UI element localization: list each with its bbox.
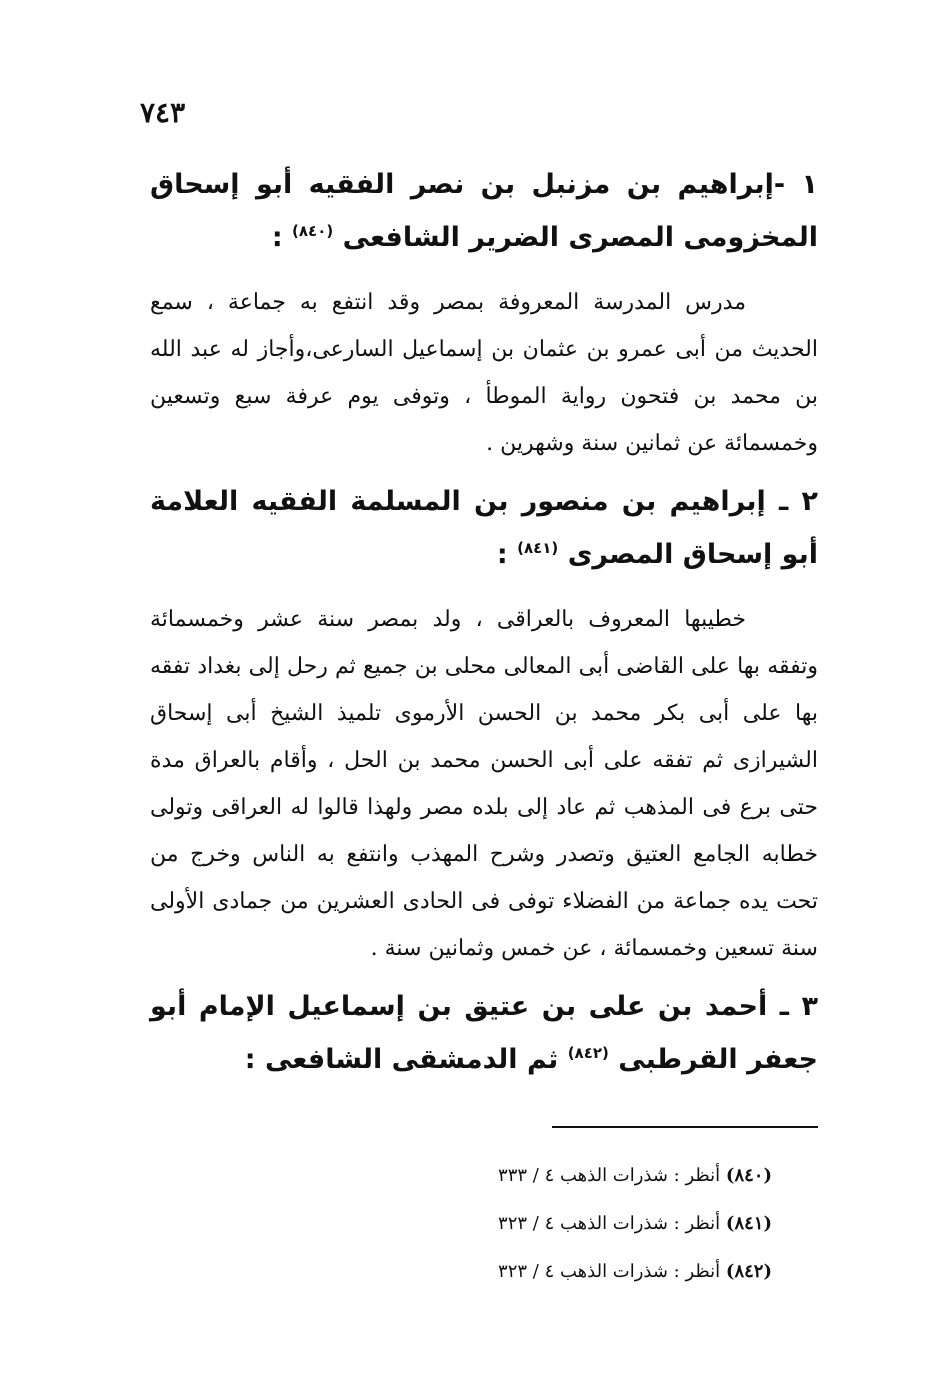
heading-colon: : — [271, 222, 283, 253]
footnote — [380, 1200, 772, 1248]
footnote-text: أنظر : شذرات الذهب ٤ / ٣٢٣ — [498, 1213, 721, 1234]
footnote-reference: (٨٤٠) — [292, 222, 334, 240]
footnote — [380, 1248, 772, 1296]
entry-heading — [150, 984, 818, 1083]
page-body — [150, 162, 818, 1097]
entry-title: ١ -إبراهيم بن مزنبل بن نصر الفقيه أبو إسحاق المخزومى المصرى الضرير الشافعى — [150, 169, 818, 253]
page-number: ٧٤٣ — [140, 96, 186, 129]
entry-body: خطيبها المعروف بالعراقى ، ولد بمصر سنة عشر وخمسمائة وتفقه بها على القاضى أبى المعالى محلى بن جميع ثم رحل إلى بغداد تفقه بها على أبى بكر محمد بن الحسن الأرموى تلميذ الشيخ أبى إسحاق الشيرازى ثم تفقه على أبى الحسن محمد بن الحل ، وأقام بالعراق مدة حتى برع فى المذهب ثم عاد إلى بلده مصر ولهذا قالوا له العراقى وتولى خطابه الجامع العتيق وتصدر وشرح المهذب وانتفع به الناس وخرج من تحت يده جماعة من الفضلاء توفى فى الحادى العشرين من جمادى الأولى سنة تسعين وخمسمائة ، عن خمس وثمانين سنة . — [150, 607, 818, 961]
footnote-text: أنظر : شذرات الذهب ٤ / ٣٢٣ — [498, 1261, 721, 1282]
entry-title: ٢ ـ إبراهيم بن منصور بن المسلمة الفقيه العلامة أبو إسحاق المصرى — [150, 486, 818, 570]
footnote-number: (٨٤٠) — [725, 1165, 772, 1186]
footnote-number: (٨٤١) — [725, 1213, 772, 1234]
entry-title-tail: ثم الدمشقى الشافعى — [264, 1044, 559, 1075]
entry-title: ٣ ـ أحمد بن على بن عتيق بن إسماعيل الإمام أبو جعفر القرطبى — [150, 991, 818, 1075]
footnotes — [380, 1152, 772, 1296]
entry-heading — [150, 162, 818, 261]
footnote — [380, 1152, 772, 1200]
footnote-number: (٨٤٢) — [725, 1261, 772, 1282]
entry-heading — [150, 479, 818, 578]
footnote-reference: (٨٤١) — [517, 539, 559, 557]
heading-colon: : — [496, 539, 508, 570]
entry-body: مدرس المدرسة المعروفة بمصر وقد انتفع به جماعة ، سمع الحديث من أبى عمرو بن عثمان بن إسماعيل السارعى،وأجاز له عبد الله بن محمد بن فتحون رواية الموطأ ، وتوفى يوم عرفة سبع وتسعين وخمسمائة عن ثمانين سنة وشهرين . — [150, 290, 818, 456]
footnote-reference: (٨٤٢) — [567, 1044, 609, 1062]
footnote-divider — [552, 1126, 818, 1128]
footnote-text: أنظر : شذرات الذهب ٤ / ٣٣٣ — [498, 1165, 721, 1186]
heading-colon: : — [244, 1044, 256, 1075]
